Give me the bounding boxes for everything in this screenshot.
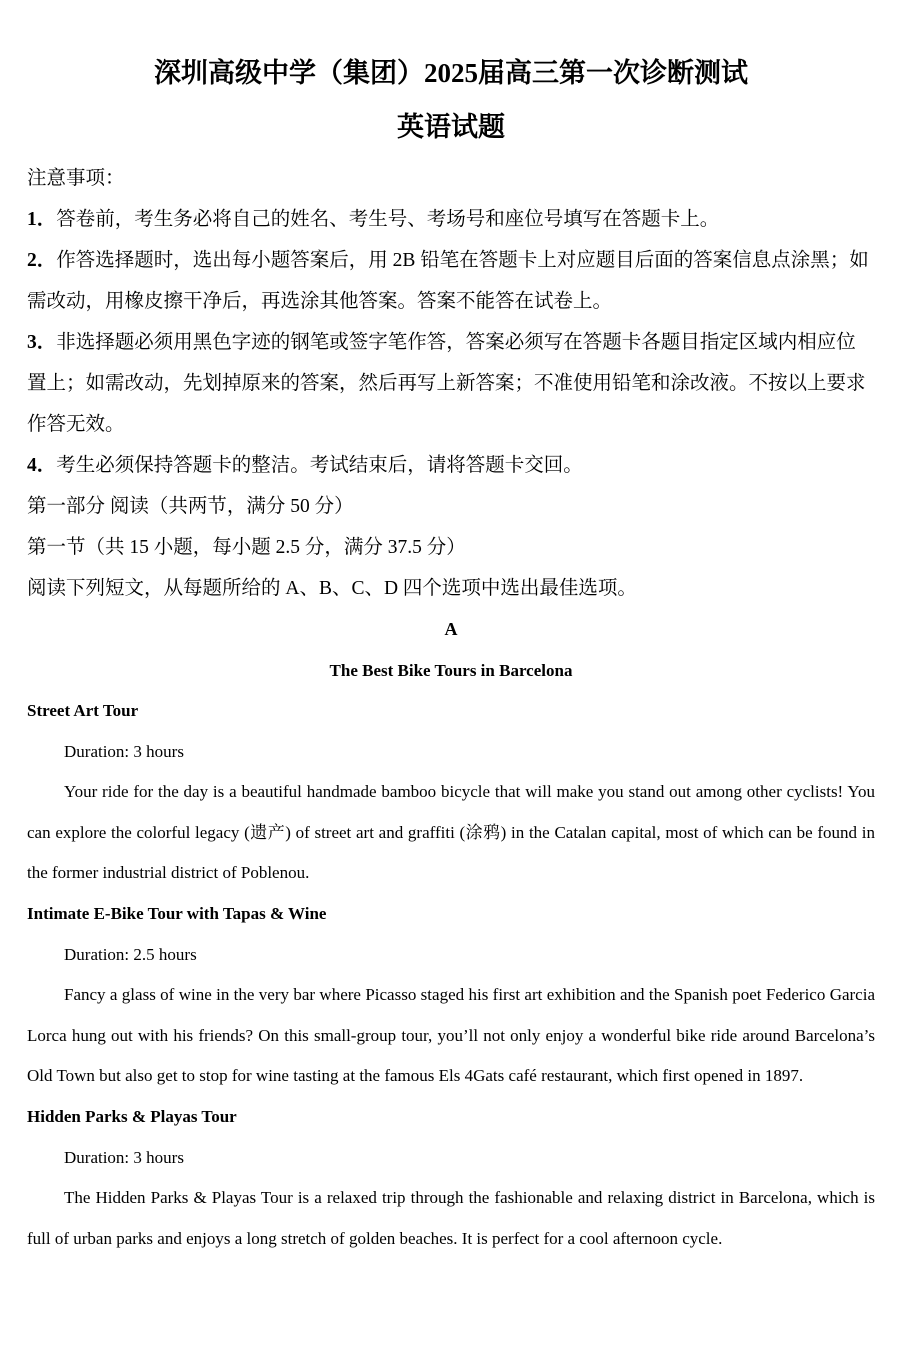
note-item-4 xyxy=(27,445,875,486)
note-text: 考生必须保持答题卡的整洁。考试结束后，请将答题卡交回。 xyxy=(56,455,583,476)
exam-title: 深圳高级中学（集团）2025届高三第一次诊断测试 xyxy=(154,58,748,88)
passage-title: The Best Bike Tours in Barcelona xyxy=(329,661,573,680)
note-number: 3． xyxy=(27,332,57,353)
note-item-3 xyxy=(27,322,875,445)
exam-subtitle: 英语试题 xyxy=(397,112,505,142)
exam-page xyxy=(27,0,875,1259)
note-text: 作答选择题时，选出每小题答案后，用 2B 铅笔在答题卡上对应题目后面的答案信息点涂黑；如需改动，用橡皮擦干净后，再选涂其他答案。答案不能答在试卷上。 xyxy=(27,250,869,312)
tour-ebike-tapas-wine xyxy=(27,894,875,1097)
tour-duration: Duration: 2.5 hours xyxy=(64,944,197,964)
tour-name: Street Art Tour xyxy=(27,701,139,720)
reading-instruction: 阅读下列短文，从每题所给的 A、B、C、D 四个选项中选出最佳选项。 xyxy=(27,578,637,599)
note-number: 1． xyxy=(27,209,57,230)
note-text: 非选择题必须用黑色字迹的钢笔或签字笔作答，答案必须写在答题卡各题目指定区域内相应位置上；如需改动，先划掉原来的答案，然后再写上新答案；不准使用铅笔和涂改液。不按以上要求作答无效。 xyxy=(27,332,866,435)
notes-heading: 注意事项： xyxy=(27,168,125,189)
note-item-2 xyxy=(27,240,875,322)
tour-description: Fancy a glass of wine in the very bar where Picasso staged his first art exhibition and the Spanish poet Federico Garcia Lorca hung out with his friends? On this small-group tour, you’ll not only enjoy a wonderful bike ride around Barcelona’s Old Town but also get to stop for wine tasting at the famous Els 4Gats café restaurant, which first opened in 1897. xyxy=(27,985,875,1086)
tour-hidden-parks-playas xyxy=(27,1097,875,1259)
note-text: 答卷前，考生务必将自己的姓名、考生号、考场号和座位号填写在答题卡上。 xyxy=(56,209,720,230)
tour-name: Hidden Parks & Playas Tour xyxy=(27,1106,237,1126)
passage-letter: A xyxy=(444,619,458,639)
tour-street-art xyxy=(27,691,875,894)
tour-description: Your ride for the day is a beautiful handmade bamboo bicycle that will make you stand out among other cyclists! You can explore the colorful legacy (遗产) of street art and graffiti (涂鸦) in the Catalan capital, most of which can be found in the former industrial district of Poblenou. xyxy=(27,782,875,883)
note-item-1 xyxy=(27,199,875,240)
note-number: 4． xyxy=(27,455,57,476)
note-number: 2． xyxy=(27,250,57,271)
tour-description: The Hidden Parks & Playas Tour is a relaxed trip through the fashionable and relaxing district in Barcelona, which is full of urban parks and enjoys a long stretch of golden beaches. It is perfect for a cool afternoon cycle. xyxy=(27,1188,875,1248)
part-title: 第一部分 阅读（共两节，满分 50 分） xyxy=(27,496,354,517)
tour-duration: Duration: 3 hours xyxy=(64,741,184,761)
tour-duration: Duration: 3 hours xyxy=(64,1147,184,1167)
tour-name: Intimate E-Bike Tour with Tapas & Wine xyxy=(27,903,327,923)
section-title: 第一节（共 15 小题，每小题 2.5 分，满分 37.5 分） xyxy=(27,537,466,558)
